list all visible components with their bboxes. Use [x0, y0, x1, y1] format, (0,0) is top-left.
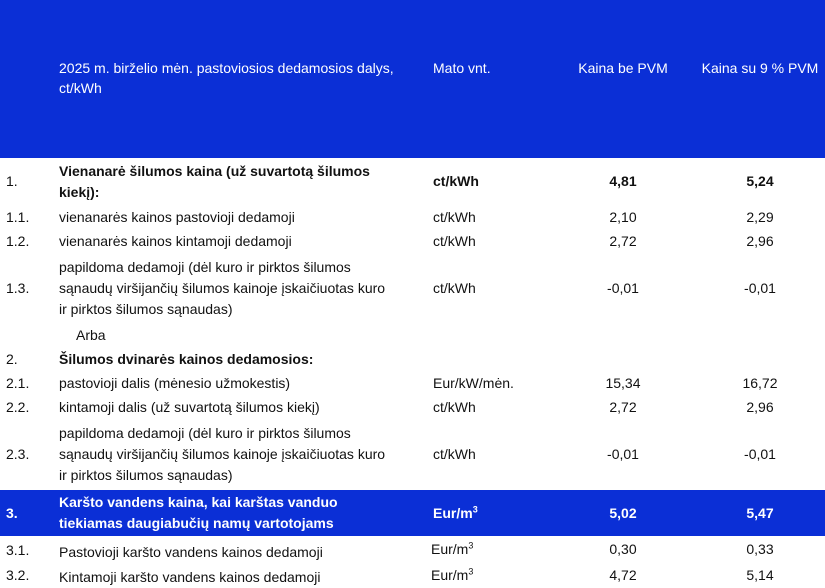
row-price-no-vat: 2,72: [609, 233, 637, 249]
row-unit: ct/kWh: [433, 446, 476, 462]
separator-label: Arba: [76, 327, 106, 343]
row-number: 3.2.: [6, 567, 30, 583]
row-number: 2.: [6, 351, 18, 367]
row-number: 2.2.: [6, 399, 30, 415]
row-unit: ct/kWh: [433, 173, 479, 189]
header-price-no-vat: Kaina be PVM: [578, 60, 668, 76]
row-label: Vienanarė šilumos kaina (už suvartotą šilumos kiekį):: [59, 163, 370, 200]
row-unit: ct/kWh: [433, 399, 476, 415]
row-label: Kintamoji karšto vandens kainos dedamoji: [59, 569, 321, 585]
row-label: Karšto vandens kaina, kai karštas vanduo tiekiamas daugiabučių namų vartotojams: [59, 494, 338, 531]
row-unit: [431, 565, 473, 586]
row-price-no-vat: 2,72: [609, 399, 637, 415]
table-header: [0, 0, 825, 158]
row-number: 3.: [6, 505, 18, 521]
row-unit: ct/kWh: [433, 209, 476, 225]
row-price-no-vat: -0,01: [607, 446, 639, 462]
unit-superscript: 3: [472, 504, 478, 515]
header-price-vat: Kaina su 9 % PVM: [701, 60, 819, 76]
row-number: 1.2.: [6, 233, 30, 249]
row-number: 1.3.: [6, 280, 30, 296]
row-number: 3.1.: [6, 542, 30, 558]
row-label: papildoma dedamoji (dėl kuro ir pirktos šilumos sąnaudų viršijančių šilumos kainoje įskaičiuotas kuro ir pirktos šilumos sąnaudas): [59, 259, 386, 317]
row-label: Šilumos dvinarės kainos dedamosios:: [59, 351, 314, 367]
row-price-vat: 2,96: [746, 233, 774, 249]
header-unit: Mato vnt.: [433, 60, 491, 76]
header-title: 2025 m. birželio mėn. pastoviosios dedamosios dalys, ct/kWh: [59, 60, 394, 96]
row-unit: [433, 503, 478, 524]
row-price-no-vat: -0,01: [607, 280, 639, 296]
unit-text: Eur/m: [433, 505, 473, 521]
unit-text: Eur/m: [431, 567, 469, 583]
row-price-no-vat: 4,81: [609, 173, 637, 189]
row-price-no-vat: 5,02: [609, 505, 637, 521]
row-label: kintamoji dalis (už suvartotą šilumos kiekį): [59, 399, 320, 415]
row-number: 1.1.: [6, 209, 30, 225]
row-label: vienanarės kainos kintamoji dedamoji: [59, 233, 292, 249]
unit-superscript: 3: [468, 540, 474, 551]
row-price-no-vat: 15,34: [605, 375, 641, 391]
row-price-vat: 2,29: [746, 209, 774, 225]
row-price-vat: -0,01: [744, 280, 776, 296]
row-price-vat: -0,01: [744, 446, 776, 462]
row-unit: ct/kWh: [433, 280, 476, 296]
row-label: vienanarės kainos pastovioji dedamoji: [59, 209, 295, 225]
row-label: papildoma dedamoji (dėl kuro ir pirktos šilumos sąnaudų viršijančių šilumos kainoje įskaičiuotas kuro ir pirktos šilumos sąnaudas): [59, 425, 386, 483]
row-price-vat: 5,47: [746, 505, 774, 521]
row-label: Pastovioji karšto vandens kainos dedamoji: [59, 544, 323, 560]
row-unit: ct/kWh: [433, 233, 476, 249]
row-price-vat: 0,33: [746, 541, 774, 557]
row-number: 1.: [6, 173, 18, 189]
row-label: pastovioji dalis (mėnesio užmokestis): [59, 375, 291, 391]
row-price-no-vat: 4,72: [609, 567, 637, 583]
row-unit: Eur/kW/mėn.: [433, 375, 514, 391]
row-number: 2.3.: [6, 446, 30, 462]
row-unit: [431, 539, 473, 560]
unit-superscript: 3: [468, 566, 474, 577]
row-price-vat: 5,14: [746, 567, 774, 583]
row-number: 2.1.: [6, 375, 30, 391]
row-price-no-vat: 0,30: [609, 541, 637, 557]
unit-text: Eur/m: [431, 541, 469, 557]
row-price-vat: 5,24: [746, 173, 774, 189]
row-price-no-vat: 2,10: [609, 209, 637, 225]
row-price-vat: 16,72: [742, 375, 778, 391]
row-price-vat: 2,96: [746, 399, 774, 415]
